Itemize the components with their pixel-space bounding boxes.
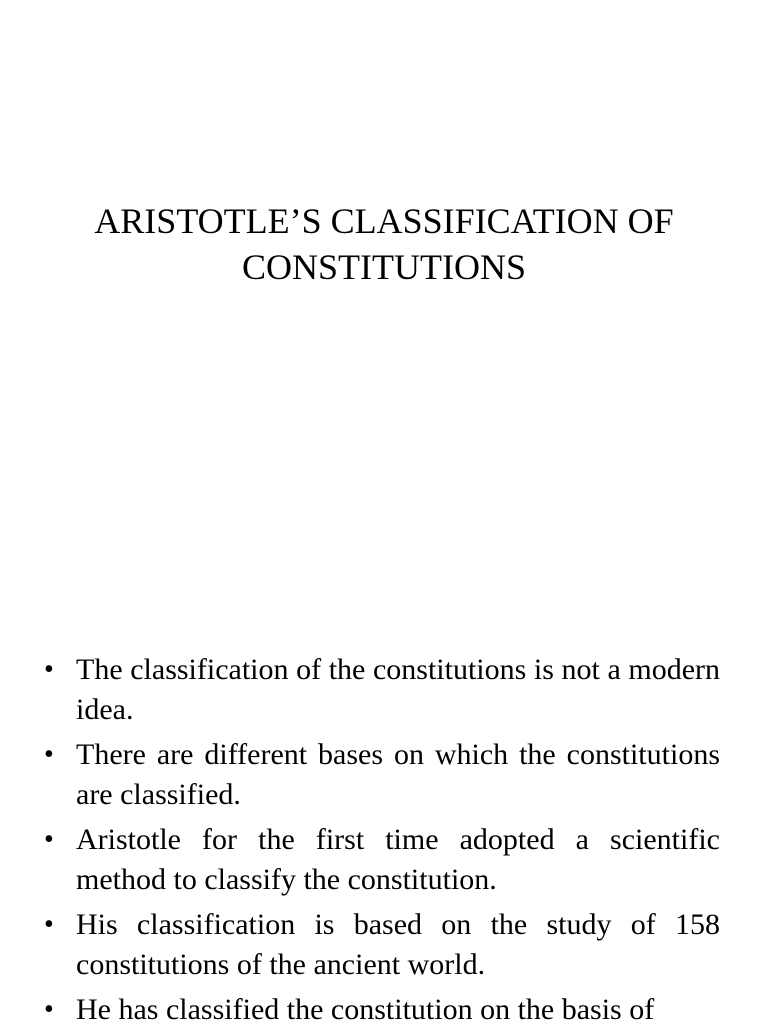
bullet-dot-icon: • [44,739,54,770]
bullet-dot-icon: • [44,994,54,1024]
bullet-text: He has classified the constitution on the basis of [76,993,655,1024]
bullet-item [44,905,720,985]
bullet-text: The classification of the constitutions is not a modern idea. [76,653,720,726]
bullet-dot-icon: • [44,909,54,940]
bullet-item [44,735,720,815]
bullet-text: Aristotle for the first time adopted a scientific method to classify the constitution. [76,823,720,896]
bullet-item [44,990,720,1024]
bullet-list [0,650,768,1024]
bullet-dot-icon: • [44,654,54,685]
bullet-dot-icon: • [44,824,54,855]
bullet-item [44,820,720,900]
bullet-text: There are different bases on which the constitutions are classified. [76,738,720,811]
bullet-item [44,650,720,730]
slide-title: ARISTOTLE’S CLASSIFICATION OF CONSTITUTIONS [94,201,674,287]
bullet-text: His classification is based on the study of 158 constitutions of the ancient world. [76,908,720,981]
